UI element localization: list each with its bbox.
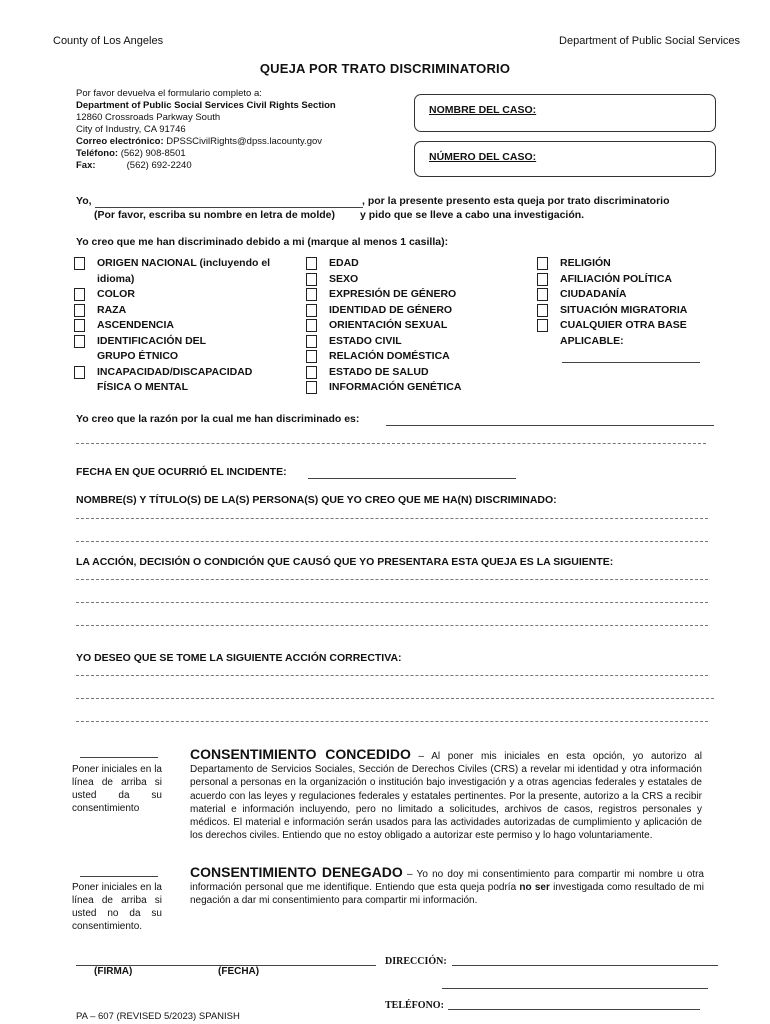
- consent-denied-body-b: investigada como resultado de mi negación a dar mi consentimiento para compartir mi información.: [190, 882, 704, 907]
- consent-denied-text: [190, 866, 704, 908]
- consent-granted-heading: CONSENTIMIENTO CONCEDIDO: [190, 746, 411, 762]
- address-intro: Por favor devuelva el formulario completo a:: [76, 88, 262, 99]
- checkbox-row[interactable]: [74, 303, 284, 319]
- checkbox-row[interactable]: [306, 380, 506, 396]
- corrective-line-1[interactable]: [76, 675, 708, 676]
- checkbox-label: CUALQUIER OTRA BASE APLICABLE:: [560, 319, 687, 347]
- checkbox[interactable]: [74, 366, 85, 379]
- checkbox-label: IDENTIDAD DE GÉNERO: [329, 303, 453, 316]
- checkbox-column-1: [74, 256, 284, 396]
- checkbox-label: RAZA: [97, 303, 127, 316]
- checkbox-row[interactable]: [74, 287, 284, 303]
- fax-label: Fax:: [76, 160, 96, 171]
- action-line-3[interactable]: [76, 625, 708, 626]
- names-line-1[interactable]: [76, 518, 708, 519]
- checkbox[interactable]: [306, 257, 317, 270]
- address-field-2[interactable]: [442, 978, 708, 989]
- header-department: Department of Public Social Services: [559, 35, 740, 47]
- form-title: QUEJA POR TRATO DISCRIMINATORIO: [259, 61, 511, 76]
- checkbox[interactable]: [537, 304, 548, 317]
- case-number-box[interactable]: [414, 141, 716, 177]
- phone-label: Teléfono:: [76, 148, 119, 159]
- checkbox[interactable]: [537, 257, 548, 270]
- address-street: 12860 Crossroads Parkway South: [76, 112, 221, 123]
- address-city: City of Industry, CA 91746: [76, 124, 186, 135]
- checkbox-row[interactable]: [74, 334, 284, 365]
- checkbox-row[interactable]: [537, 256, 707, 272]
- checkbox[interactable]: [306, 350, 317, 363]
- checkbox[interactable]: [306, 273, 317, 286]
- email-label: Correo electrónico:: [76, 136, 164, 147]
- checkbox[interactable]: [306, 366, 317, 379]
- declaration-request: y pido que se lleve a cabo una investigación.: [360, 209, 585, 221]
- consent-denied-body-a: – Yo no doy mi consentimiento para compartir mi nombre u otra información personal que me identifique. Entiendo que esta queja podría: [190, 869, 704, 894]
- checkbox-label: SEXO: [329, 272, 359, 285]
- consent-granted-initials-label: Poner iniciales en la línea de arriba si usted da su consentimiento: [72, 764, 162, 814]
- checkbox-label: AFILIACIÓN POLÍTICA: [560, 272, 672, 285]
- checkbox-label: INFORMACIÓN GENÉTICA: [329, 381, 462, 393]
- address-field[interactable]: [452, 955, 718, 966]
- reason-field[interactable]: [386, 413, 714, 426]
- header-county: County of Los Angeles: [53, 35, 164, 47]
- consent-denied-heading: CONSENTIMIENTO DENEGADO: [190, 864, 403, 880]
- declaration-note: (Por favor, escriba su nombre en letra de molde): [94, 209, 335, 221]
- checkbox[interactable]: [537, 273, 548, 286]
- checkbox-row[interactable]: [537, 318, 707, 349]
- checkbox[interactable]: [306, 381, 317, 394]
- checkbox[interactable]: [74, 288, 85, 301]
- checkbox-row[interactable]: [306, 365, 506, 381]
- checkbox-label: IDENTIFICACIÓN DEL GRUPO ÉTNICO: [97, 334, 206, 362]
- checkbox[interactable]: [74, 335, 85, 348]
- phone-label-sign: TELÉFONO:: [385, 1000, 444, 1011]
- checkbox-label: ASCENDENCIA: [97, 319, 175, 331]
- action-label: LA ACCIÓN, DECISIÓN O CONDICIÓN QUE CAUSÓ QUE YO PRESENTARA ESTA QUEJA ES LA SIGUIENTE:: [76, 556, 614, 568]
- declaration-prefix: Yo,: [76, 195, 92, 207]
- reason-line-2[interactable]: [76, 443, 706, 444]
- address-org: Department of Public Social Services Civil Rights Section: [76, 100, 336, 111]
- checkbox-label: RELACIÓN DOMÉSTICA: [329, 350, 450, 362]
- signature-label: (FIRMA): [94, 966, 133, 977]
- date-label: FECHA EN QUE OCURRIÓ EL INCIDENTE:: [76, 466, 287, 478]
- sign-date-label: (FECHA): [218, 966, 260, 977]
- checkbox-row[interactable]: [537, 272, 707, 288]
- checkbox-label: INCAPACIDAD/DISCAPACIDAD FÍSICA O MENTAL: [97, 365, 253, 393]
- email-value: DPSSCivilRights@dpss.lacounty.gov: [166, 136, 323, 147]
- checkbox-row[interactable]: [537, 303, 707, 319]
- checkbox-column-2: [306, 256, 506, 396]
- consent-granted-initials-field[interactable]: [80, 747, 158, 758]
- checkbox-label: CIUDADANÍA: [560, 288, 627, 300]
- names-label: NOMBRE(S) Y TÍTULO(S) DE LA(S) PERSONA(S) QUE YO CREO QUE ME HA(N) DISCRIMINADO:: [76, 494, 557, 506]
- fax-value: (562) 692-2240: [126, 160, 192, 171]
- checkbox[interactable]: [74, 304, 85, 317]
- consent-granted-text: [190, 748, 702, 842]
- checkbox[interactable]: [306, 304, 317, 317]
- checkbox[interactable]: [306, 335, 317, 348]
- checkbox[interactable]: [306, 319, 317, 332]
- form-number: PA – 607 (REVISED 5/2023) SPANISH: [76, 1011, 240, 1022]
- checkbox[interactable]: [306, 288, 317, 301]
- consent-denied-body-bold: no ser: [519, 882, 550, 894]
- corrective-line-3[interactable]: [76, 721, 708, 722]
- checkbox-label: ORIGEN NACIONAL (incluyendo el idioma): [97, 257, 271, 285]
- checkbox-label: ESTADO CIVIL: [329, 334, 402, 347]
- checkbox-row[interactable]: [306, 256, 506, 272]
- checkbox-row[interactable]: [306, 303, 506, 319]
- action-line-2[interactable]: [76, 602, 708, 603]
- phone-field[interactable]: [448, 999, 700, 1010]
- phone-value: (562) 908-8501: [120, 148, 186, 159]
- checkbox[interactable]: [74, 319, 85, 332]
- corrective-line-2[interactable]: [76, 698, 714, 699]
- checkbox-label: ESTADO DE SALUD: [329, 365, 429, 378]
- checkbox-row[interactable]: [74, 318, 284, 334]
- checkbox-intro: Yo creo que me han discriminado debido a mi (marque al menos 1 casilla):: [76, 236, 449, 248]
- signature-date-field[interactable]: [76, 955, 376, 966]
- case-name-label: NOMBRE DEL CASO:: [429, 104, 537, 116]
- action-line-1[interactable]: [76, 579, 708, 580]
- address-label: DIRECCIÓN:: [385, 956, 447, 967]
- case-number-label: NÚMERO DEL CASO:: [429, 151, 537, 163]
- checkbox-row[interactable]: [306, 287, 506, 303]
- corrective-label: YO DESEO QUE SE TOME LA SIGUIENTE ACCIÓN CORRECTIVA:: [76, 652, 402, 664]
- checkbox[interactable]: [74, 257, 85, 270]
- declaration-suffix: , por la presente presento esta queja por trato discriminatorio: [362, 195, 670, 207]
- checkbox-column-3: [537, 256, 707, 349]
- checkbox-label: EDAD: [329, 257, 359, 269]
- checkbox-row[interactable]: [306, 318, 506, 334]
- checkbox-label: ORIENTACIÓN SEXUAL: [329, 319, 448, 331]
- checkbox-row[interactable]: [74, 365, 284, 396]
- checkbox-label: EXPRESIÓN DE GÉNERO: [329, 288, 457, 300]
- complainant-name-field[interactable]: [95, 195, 363, 208]
- checkbox[interactable]: [537, 319, 548, 332]
- checkbox-label: RELIGIÓN: [560, 257, 611, 269]
- checkbox-row[interactable]: [306, 272, 506, 288]
- consent-denied-initials-label: Poner iniciales en la línea de arriba si usted no da su consentimiento.: [72, 882, 162, 932]
- return-address: [76, 88, 336, 172]
- checkbox-row[interactable]: [74, 256, 284, 287]
- case-name-box[interactable]: [414, 94, 716, 132]
- consent-denied-initials-field[interactable]: [80, 866, 158, 877]
- names-line-2[interactable]: [76, 541, 708, 542]
- checkbox-row[interactable]: [306, 349, 506, 365]
- checkbox-row[interactable]: [306, 334, 506, 350]
- checkbox-label: COLOR: [97, 288, 135, 300]
- checkbox-row[interactable]: [537, 287, 707, 303]
- reason-label: Yo creo que la razón por la cual me han discriminado es:: [76, 413, 360, 425]
- other-basis-field[interactable]: [562, 354, 700, 363]
- checkbox[interactable]: [537, 288, 548, 301]
- incident-date-field[interactable]: [308, 466, 516, 479]
- checkbox-label: SITUACIÓN MIGRATORIA: [560, 303, 688, 316]
- consent-granted-body: – Al poner mis iniciales en esta opción, yo autorizo al Departamento de Servicios Sociales, Sección de Derechos Civiles (CRS) a revelar mi identidad y otra información personal a personas en la organización o institución bajo investigación y a otras agencias federales y estatales de acuerdo con las leyes y regulaciones federales y estatales pertinentes. Por la presente, autorizo a la CRS a recibir material e información incluyendo, pero no limitado a solicitudes, archivos de casos, registros personales y médicos. El material e información serán usados para las actividades autorizadas de cumplimiento y aplicación de los derechos civiles. Entiendo que no estoy obligado a autorizar este permiso y lo hago voluntariamente.: [190, 751, 703, 842]
